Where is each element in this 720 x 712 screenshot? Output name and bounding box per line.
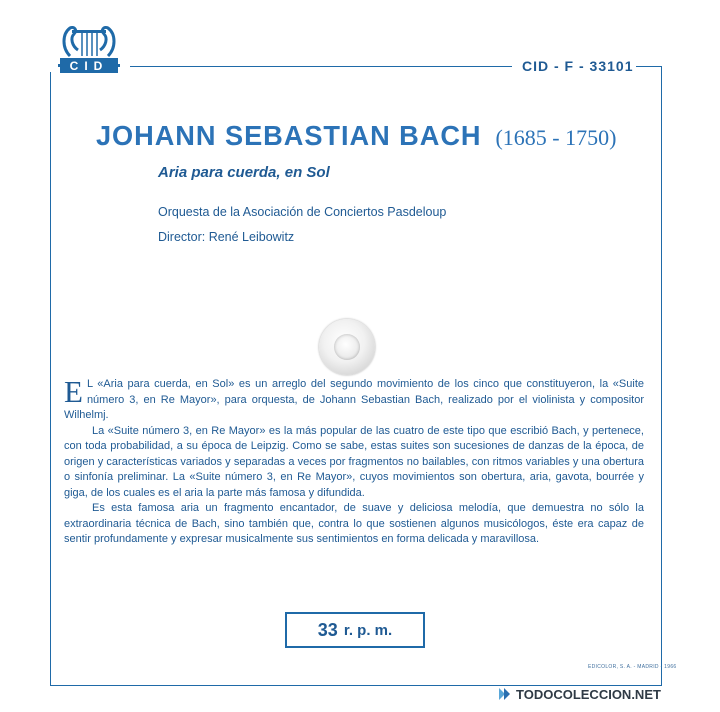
record-spindle-center [334, 334, 360, 360]
lyre-logo-icon [56, 22, 122, 80]
liner-notes-paragraph-1 [64, 374, 644, 424]
record-spindle [319, 319, 375, 375]
liner-notes-paragraph-3: Es esta famosa aria un fragmento encantador, de suave y deliciosa melodía, que demuestra no sólo la extraordinaria técnica de Bach, sino también que, contra lo que sostienen algunos musicólogos, éste era capaz de sentir profundamente y expresar musicalmente sus sentimientos en forma delicada y maravillosa. [64, 502, 644, 545]
composer-heading [90, 120, 630, 152]
watermark-text: TODOCOLECCION.NET [516, 686, 661, 702]
speed-value: 33 [317, 619, 338, 640]
liner-notes [64, 374, 644, 548]
speed-unit: r. p. m. [343, 621, 393, 639]
speed-badge [285, 612, 425, 648]
printer-imprint: EDICOLOR, S. A. - MADRID - 1966 [588, 664, 677, 670]
director-credit: Director: René Leibowitz [158, 230, 295, 244]
composer-years: (1685 - 1750) [495, 125, 617, 150]
logo-brand-text: CID [69, 59, 109, 73]
liner-notes-paragraph-2: La «Suite número 3, en Re Mayor» es la más popular de las cuatro de este tipo que escribió Bach, y pertenece, con toda probabilidad, a su época de Leipzig. Como se sabe, estas suites son sucesiones de danzas de la época, de origen y características variados y separadas a veces por fragmentos no bailables, con ritmos variables y una obertura o sinfonía preliminar. La «Suite número 3, en Re Mayor», cuyos movimientos son obertura, aria, gavota, bourrée y giga, de los cuales es el aria la parte más famosa y difundida. [64, 424, 644, 499]
orchestra-credit: Orquesta de la Asociación de Conciertos Pasdeloup [158, 205, 447, 219]
composer-name: JOHANN SEBASTIAN BACH [95, 120, 482, 151]
work-title: Aria para cuerda, en Sol [158, 164, 330, 181]
watermark [496, 686, 661, 702]
border-frame [50, 66, 662, 686]
todocoleccion-logo-icon [496, 686, 512, 702]
liner-notes-text-1: L «Aria para cuerda, en Sol» es un arreglo del segundo movimiento de los cinco que constituyeron, la «Suite número 3, en Re Mayor», para orquesta, de Johann Sebastian Bach, realizado por el violinista y compositor Wilhelmj. [64, 378, 644, 421]
catalog-number: CID - F - 33101 [522, 58, 634, 74]
drop-cap: E [64, 374, 83, 409]
